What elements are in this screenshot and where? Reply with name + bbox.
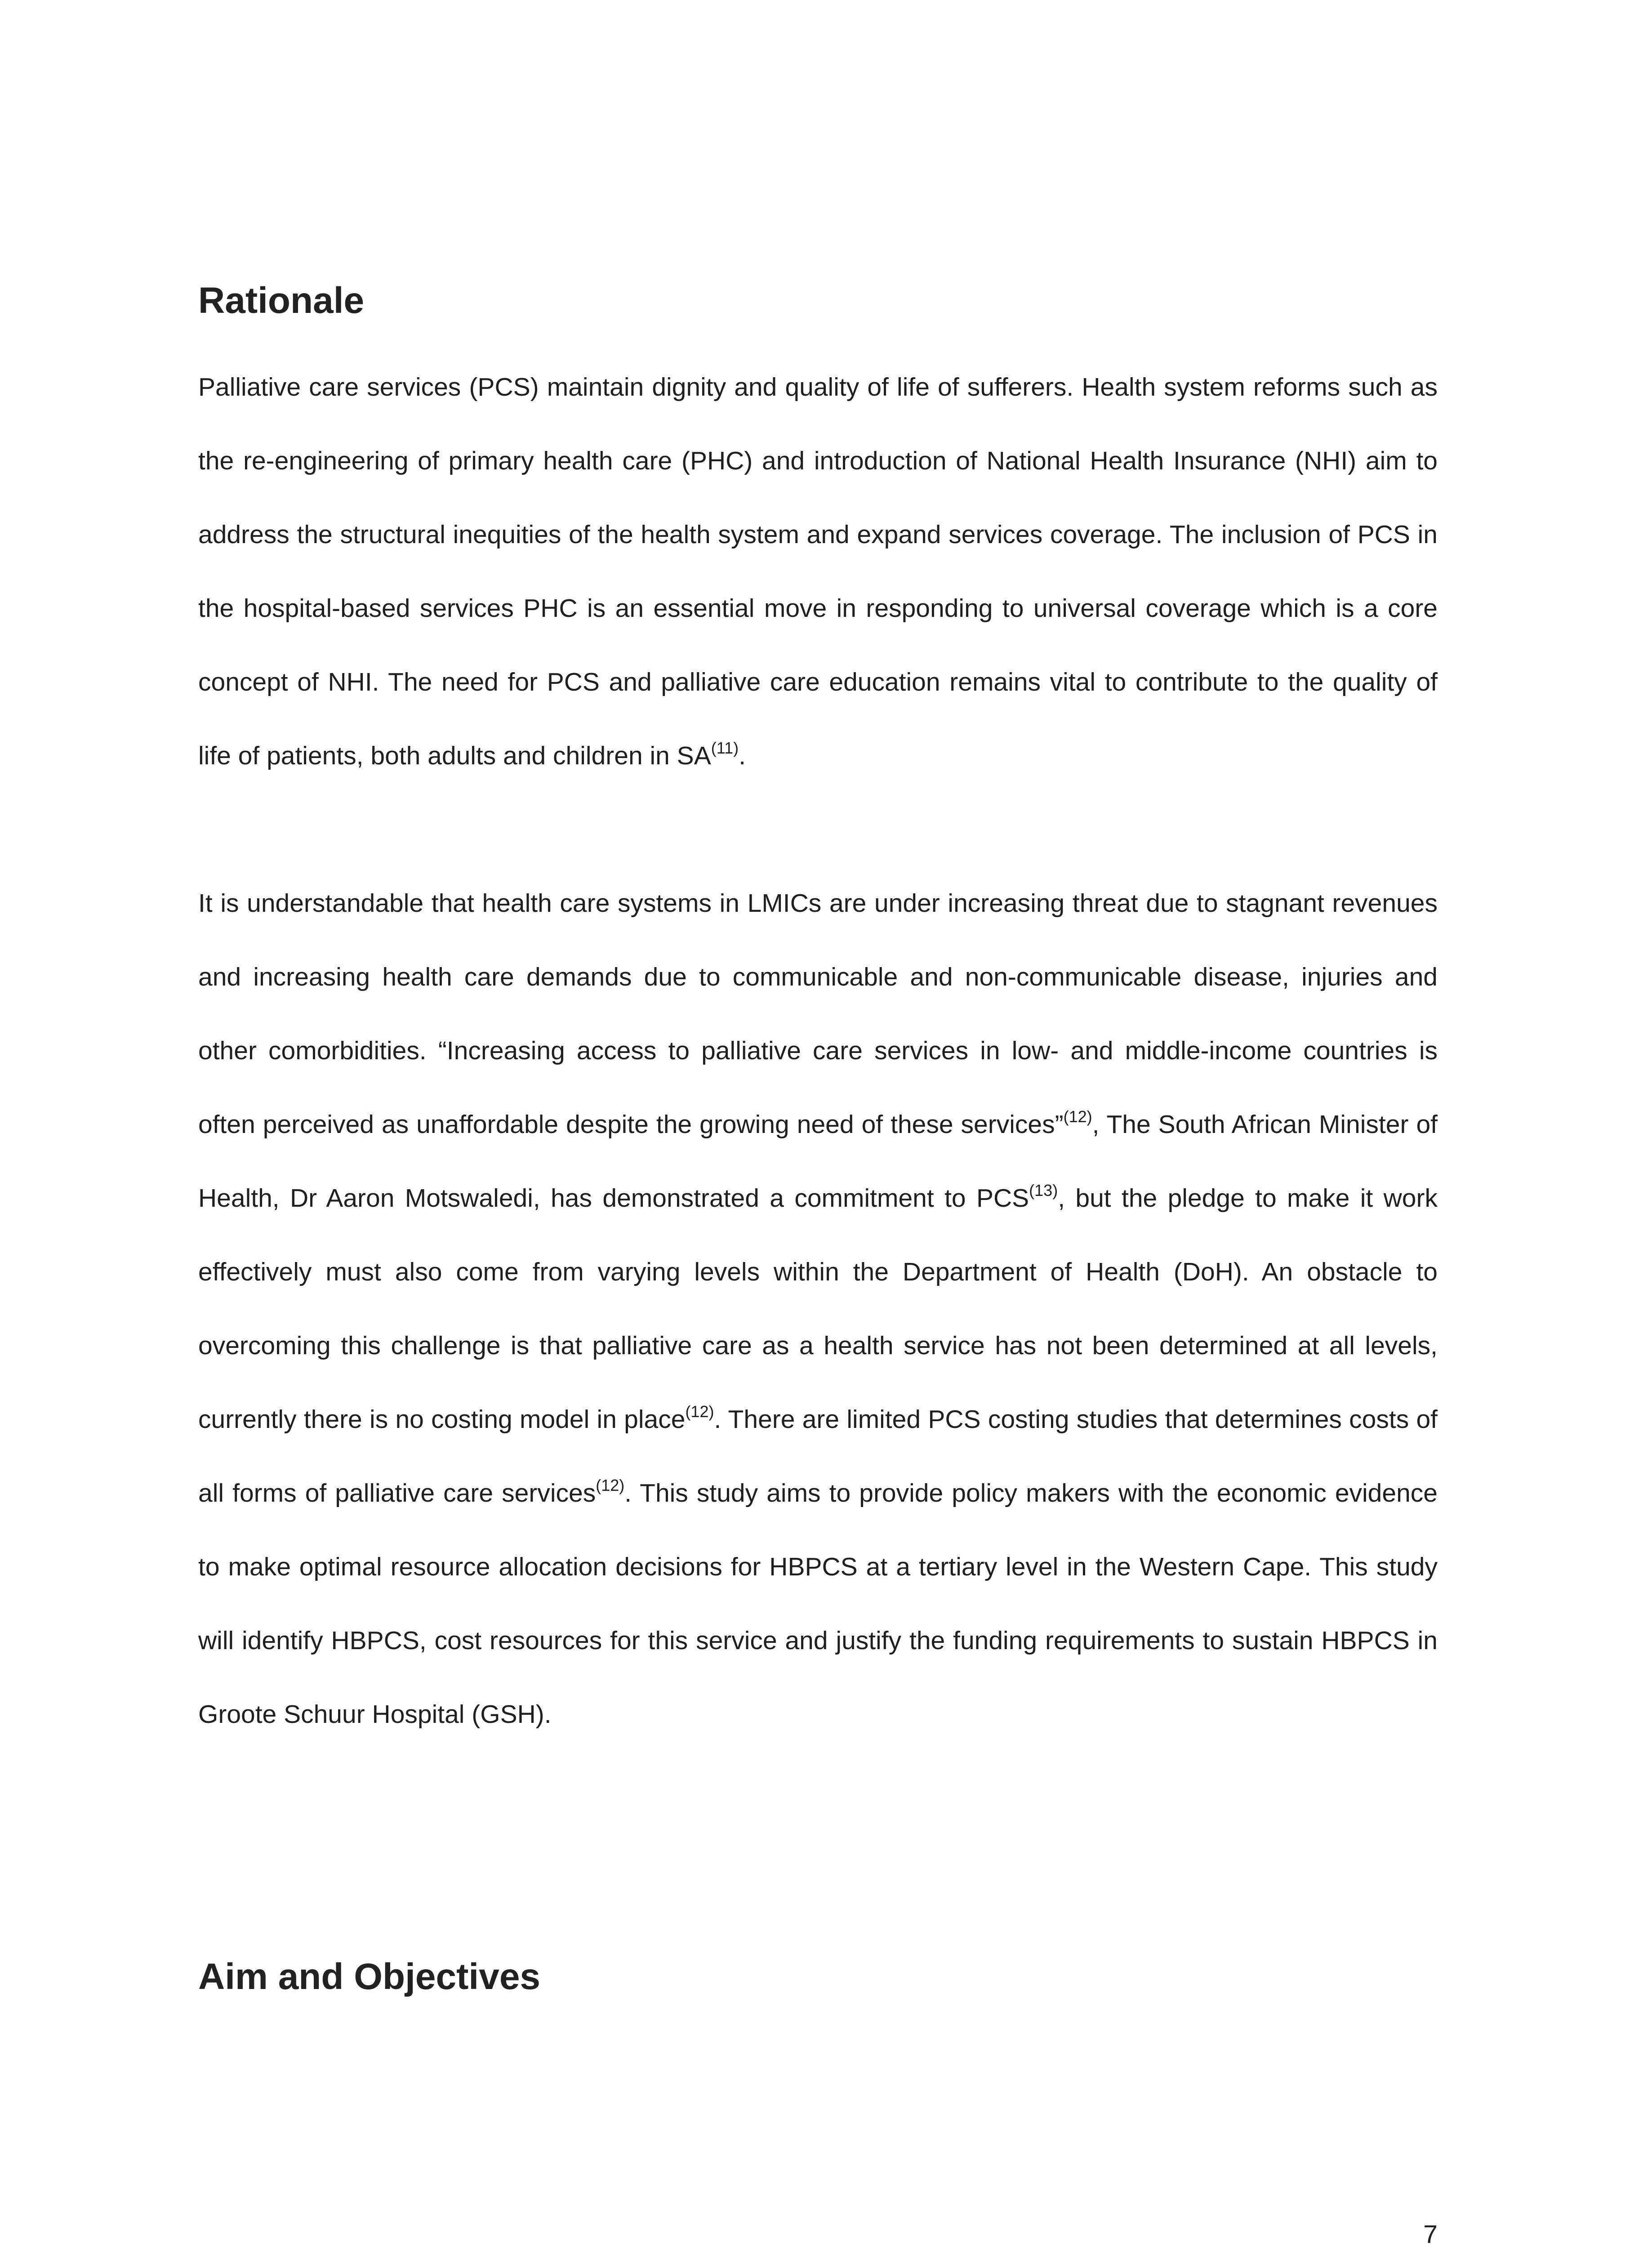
paragraph-text: . This study aims to provide policy makers with the economic evidence to make optimal resource allocation decisions for HBPCS at a tertiary level in the Western Cape. This study will identify HBPCS, cost resources for this service and justify the funding requirements to sustain HBPCS in Groote Schuur Hospital (GSH). <box>198 1479 1438 1729</box>
citation-ref: (12) <box>596 1476 625 1494</box>
paragraph-text: Palliative care services (PCS) maintain dignity and quality of life of sufferers. Health system reforms such as the re-engineering of primary health care (PHC) and introduction of National Health Insurance (NHI) aim to address the structural inequities of the health system and expand services coverage. The inclusion of PCS in the hospital-based services PHC is an essential move in responding to universal coverage which is a core concept of NHI. The need for PCS and palliative care education remains vital to contribute to the quality of life of patients, both adults and children in SA <box>198 373 1438 770</box>
section-heading-rationale: Rationale <box>198 280 365 321</box>
paragraph-text: , The South African Minister of Health, Dr Aaron Motswaledi, has demonstrated a commitment to PCS <box>198 1110 1438 1213</box>
section-heading-aims-objectives: Aim and Objectives <box>198 1956 541 1997</box>
citation-ref: (11) <box>711 739 739 757</box>
paragraph-text: . <box>739 741 746 770</box>
page-number: 7 <box>1423 2220 1438 2248</box>
paragraph-text: It is understandable that health care systems in LMICs are under increasing threat due to stagnant revenues and increasing health care demands due to communicable and non-communicable disease, injuries and other comorbidities. “Increasing access to palliative care services in low- and middle-income countries is often perceived as unaffordable despite the growing need of these services” <box>198 889 1438 1139</box>
rationale-paragraph-1 <box>198 350 1438 793</box>
citation-ref: (12) <box>1063 1107 1092 1126</box>
paragraph-text: . There are limited PCS costing studies that determines costs of all forms of palliative care services <box>198 1405 1438 1508</box>
citation-ref: (13) <box>1029 1181 1058 1200</box>
rationale-paragraph-2 <box>198 866 1438 1751</box>
paragraph-text: , but the pledge to make it work effectively must also come from varying levels within the Department of Health (DoH). An obstacle to overcoming this challenge is that palliative care as a health service has not been determined at all levels, currently there is no costing model in place <box>198 1184 1438 1434</box>
citation-ref: (12) <box>685 1402 714 1421</box>
